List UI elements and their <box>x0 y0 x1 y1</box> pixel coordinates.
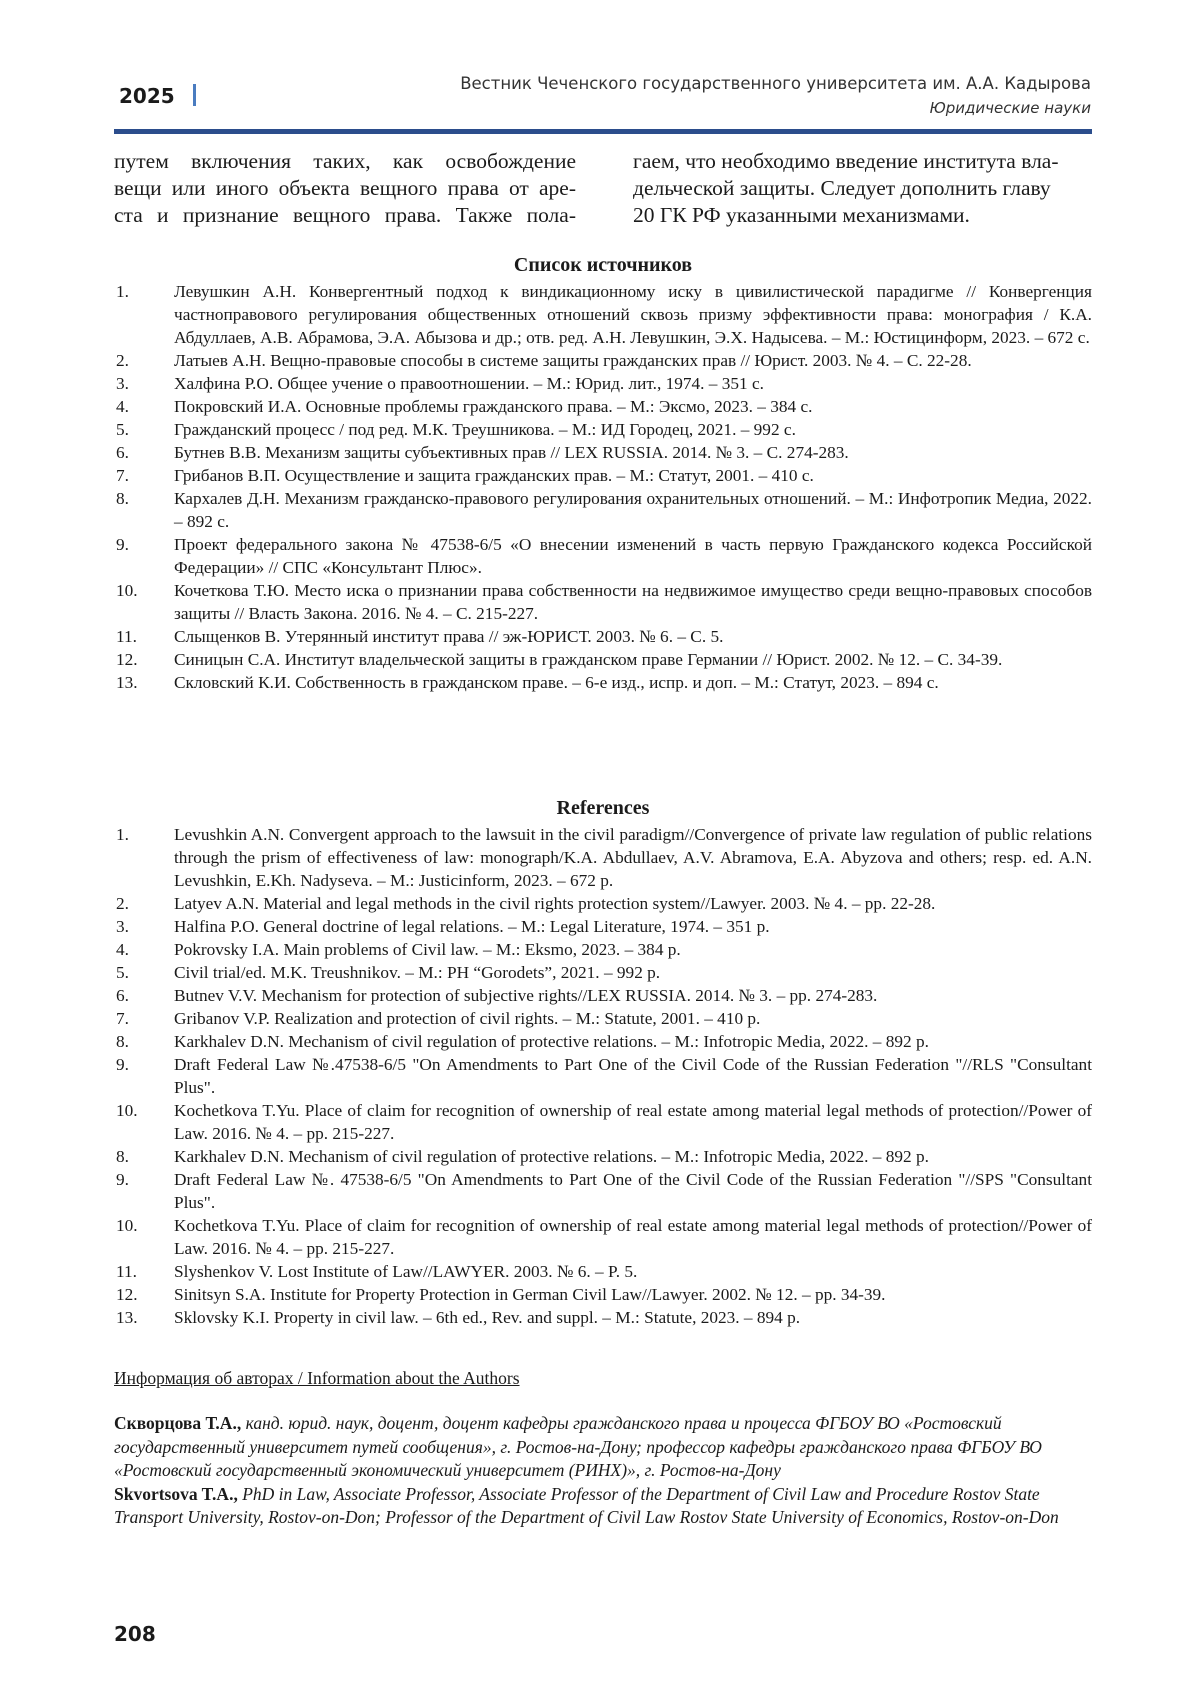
list-item-number: 13. <box>114 1306 174 1329</box>
list-item <box>114 1145 1092 1168</box>
list-item-text: Pokrovsky I.A. Main problems of Civil law. – M.: Eksmo, 2023. – 384 p. <box>174 938 1092 961</box>
list-item-text: Латыев А.Н. Вещно-правовые способы в системе защиты гражданских прав // Юрист. 2003. № 4. – С. 22-28. <box>174 349 1092 372</box>
list-item-text: Левушкин А.Н. Конвергентный подход к виндикационному иску в цивилистической парадигме // Конвергенция частноправового регулирования общественных отношений сквозь призму эффективности права: монография / К.А. Абдуллаев, А.В. Абрамова, Э.А. Абызова и др.; отв. ред. А.Н. Левушкин, Э.Х. Надысева. – М.: Юстицинформ, 2023. – 672 с. <box>174 280 1092 349</box>
author-ru <box>114 1412 1094 1483</box>
text-line: дельческой защиты. Следует дополнить главу <box>633 175 1091 202</box>
authors-heading: Информация об авторах / Information about the Authors <box>114 1368 520 1389</box>
list-item-text: Грибанов В.П. Осуществление и защита гражданских прав. – М.: Статут, 2001. – 410 с. <box>174 464 1092 487</box>
journal-year: 2025 <box>119 84 175 108</box>
journal-title: Вестник Чеченского государственного университета им. А.А. Кадырова <box>460 74 1091 93</box>
text-line: вещи или иного объекта вещного права от аре- <box>114 175 576 202</box>
header-accent-bar <box>193 84 196 106</box>
header-rule <box>114 129 1092 134</box>
list-item <box>114 892 1092 915</box>
list-item-number: 12. <box>114 648 174 671</box>
list-item-number: 6. <box>114 984 174 1007</box>
list-item-number: 6. <box>114 441 174 464</box>
list-item <box>114 1283 1092 1306</box>
list-item <box>114 1260 1092 1283</box>
list-item-text: Бутнев В.В. Механизм защиты субъективных прав // LEX RUSSIA. 2014. № 3. – С. 274-283. <box>174 441 1092 464</box>
list-item-number: 7. <box>114 1007 174 1030</box>
list-item-text: Скловский К.И. Собственность в гражданском праве. – 6-е изд., испр. и доп. – М.: Статут, 2023. – 894 с. <box>174 671 1092 694</box>
text-line: ста и признание вещного права. Также пола- <box>114 202 576 229</box>
list-item-text: Karkhalev D.N. Mechanism of civil regulation of protective relations. – M.: Infotropic Media, 2022. – 892 p. <box>174 1030 1092 1053</box>
list-item <box>114 625 1092 648</box>
list-item <box>114 671 1092 694</box>
list-item-text: Sklovsky K.I. Property in civil law. – 6th ed., Rev. and suppl. – M.: Statute, 2023. – 894 p. <box>174 1306 1092 1329</box>
author-ru-details: канд. юрид. наук, доцент, доцент кафедры гражданского права и процесса ФГБОУ ВО «Ростовский государственный университет путей сообщения», г. Ростов-на-Дону; профессор кафедры гражданского права ФГБОУ ВО «Ростовский государственный экономический университет (РИНХ)», г. Ростов-на-Дону <box>114 1413 1042 1480</box>
list-item-text: Проект федерального закона № 47538-6/5 «О внесении изменений в часть первую Гражданского кодекса Российской Федерации» // СПС «Консультант Плюс». <box>174 533 1092 579</box>
page-header <box>0 0 1200 140</box>
list-item <box>114 418 1092 441</box>
list-item <box>114 938 1092 961</box>
list-item-number: 8. <box>114 1145 174 1168</box>
text-line: 20 ГК РФ указанными механизмами. <box>633 202 1091 229</box>
list-item-text: Покровский И.А. Основные проблемы гражданского права. – М.: Эксмо, 2023. – 384 с. <box>174 395 1092 418</box>
list-item-number: 10. <box>114 1214 174 1260</box>
list-item-number: 4. <box>114 938 174 961</box>
list-item-number: 3. <box>114 372 174 395</box>
list-item-text: Синицын С.А. Институт владельческой защиты в гражданском праве Германии // Юрист. 2002. № 12. – С. 34-39. <box>174 648 1092 671</box>
list-item-number: 1. <box>114 823 174 892</box>
list-item <box>114 984 1092 1007</box>
sources-title: Список источников <box>114 254 1092 277</box>
list-item-number: 5. <box>114 961 174 984</box>
list-item <box>114 464 1092 487</box>
list-item-text: Slyshenkov V. Lost Institute of Law//LAWYER. 2003. № 6. – P. 5. <box>174 1260 1092 1283</box>
list-item-number: 12. <box>114 1283 174 1306</box>
list-item <box>114 441 1092 464</box>
list-item-number: 3. <box>114 915 174 938</box>
list-item <box>114 961 1092 984</box>
list-item-text: Слыщенков В. Утерянный институт права // эж-ЮРИСТ. 2003. № 6. – С. 5. <box>174 625 1092 648</box>
list-item-text: Butnev V.V. Mechanism for protection of subjective rights//LEX RUSSIA. 2014. № 3. – pp. 274-283. <box>174 984 1092 1007</box>
references-title: References <box>114 797 1092 820</box>
list-item-number: 10. <box>114 579 174 625</box>
authors-info <box>114 1412 1094 1530</box>
list-item <box>114 579 1092 625</box>
continuation-right-column <box>633 148 1091 229</box>
list-item-text: Levushkin A.N. Convergent approach to the lawsuit in the civil paradigm//Convergence of private law regulation of public relations through the prism of effectiveness of law: monograph/K.A. Abdullaev, A.V. Abramova, E.A. Abyzova and others; resp. ed. A.N. Levushkin, E.Kh. Nadyseva. – M.: Justicinform, 2023. – 672 p. <box>174 823 1092 892</box>
list-item <box>114 533 1092 579</box>
list-item <box>114 1030 1092 1053</box>
list-item <box>114 1099 1092 1145</box>
list-item-number: 8. <box>114 487 174 533</box>
author-en-name: Skvortsova T.A., <box>114 1484 238 1504</box>
list-item-number: 8. <box>114 1030 174 1053</box>
list-item-text: Draft Federal Law №. 47538-6/5 "On Amendments to Part One of the Civil Code of the Russian Federation "//SPS "Consultant Plus". <box>174 1168 1092 1214</box>
list-item-number: 11. <box>114 1260 174 1283</box>
list-item-text: Latyev A.N. Material and legal methods in the civil rights protection system//Lawyer. 2003. № 4. – pp. 22-28. <box>174 892 1092 915</box>
list-item-number: 13. <box>114 671 174 694</box>
list-item-number: 2. <box>114 349 174 372</box>
journal-section: Юридические науки <box>930 99 1091 117</box>
list-item-number: 10. <box>114 1099 174 1145</box>
list-item <box>114 349 1092 372</box>
list-item <box>114 648 1092 671</box>
list-item <box>114 395 1092 418</box>
list-item-text: Karkhalev D.N. Mechanism of civil regulation of protective relations. – M.: Infotropic Media, 2022. – 892 p. <box>174 1145 1092 1168</box>
list-item-text: Gribanov V.P. Realization and protection of civil rights. – M.: Statute, 2001. – 410 p. <box>174 1007 1092 1030</box>
text-line: путем включения таких, как освобождение <box>114 148 576 175</box>
list-item <box>114 372 1092 395</box>
list-item <box>114 1306 1092 1329</box>
list-item-number: 5. <box>114 418 174 441</box>
list-item <box>114 1214 1092 1260</box>
list-item-number: 7. <box>114 464 174 487</box>
list-item <box>114 1053 1092 1099</box>
list-item <box>114 280 1092 349</box>
list-item-text: Sinitsyn S.A. Institute for Property Protection in German Civil Law//Lawyer. 2002. № 12. – pp. 34-39. <box>174 1283 1092 1306</box>
list-item-number: 2. <box>114 892 174 915</box>
list-item-number: 9. <box>114 1053 174 1099</box>
list-item-number: 1. <box>114 280 174 349</box>
list-item-text: Гражданский процесс / под ред. М.К. Треушникова. – М.: ИД Городец, 2021. – 992 с. <box>174 418 1092 441</box>
list-item <box>114 1007 1092 1030</box>
list-item-number: 9. <box>114 1168 174 1214</box>
author-en <box>114 1483 1094 1530</box>
list-item-text: Kochetkova T.Yu. Place of claim for recognition of ownership of real estate among material legal methods of protection//Power of Law. 2016. № 4. – pp. 215-227. <box>174 1099 1092 1145</box>
list-item <box>114 487 1092 533</box>
sources-list <box>114 254 1092 694</box>
list-item-text: Кархалев Д.Н. Механизм гражданско-правового регулирования охранительных отношений. – М.: Инфотропик Медиа, 2022. – 892 с. <box>174 487 1092 533</box>
list-item-text: Kochetkova T.Yu. Place of claim for recognition of ownership of real estate among material legal methods of protection//Power of Law. 2016. № 4. – pp. 215-227. <box>174 1214 1092 1260</box>
author-ru-name: Скворцова Т.А., <box>114 1413 241 1433</box>
list-item-number: 11. <box>114 625 174 648</box>
list-item-text: Draft Federal Law №.47538-6/5 "On Amendments to Part One of the Civil Code of the Russian Federation "//RLS "Consultant Plus". <box>174 1053 1092 1099</box>
list-item-text: Кочеткова Т.Ю. Место иска о признании права собственности на недвижимое имущество среди вещно-правовых способов защиты // Власть Закона. 2016. № 4. – С. 215-227. <box>174 579 1092 625</box>
references-list <box>114 797 1092 1329</box>
list-item-text: Халфина Р.О. Общее учение о правоотношении. – М.: Юрид. лит., 1974. – 351 с. <box>174 372 1092 395</box>
list-item <box>114 1168 1092 1214</box>
list-item <box>114 823 1092 892</box>
text-line: гаем, что необходимо введение института вла- <box>633 148 1091 175</box>
page-number: 208 <box>114 1622 156 1646</box>
continuation-left-column <box>114 148 576 229</box>
author-en-details: PhD in Law, Associate Professor, Associate Professor of the Department of Civil Law and Procedure Rostov State Transport University, Rostov-on-Don; Professor of the Department of Civil Law Rostov State University of Economics, Rostov-on-Don <box>114 1484 1059 1528</box>
list-item-text: Civil trial/ed. M.K. Treushnikov. – M.: PH “Gorodets”, 2021. – 992 p. <box>174 961 1092 984</box>
list-item <box>114 915 1092 938</box>
list-item-text: Halfina P.O. General doctrine of legal relations. – M.: Legal Literature, 1974. – 351 p. <box>174 915 1092 938</box>
list-item-number: 4. <box>114 395 174 418</box>
list-item-number: 9. <box>114 533 174 579</box>
